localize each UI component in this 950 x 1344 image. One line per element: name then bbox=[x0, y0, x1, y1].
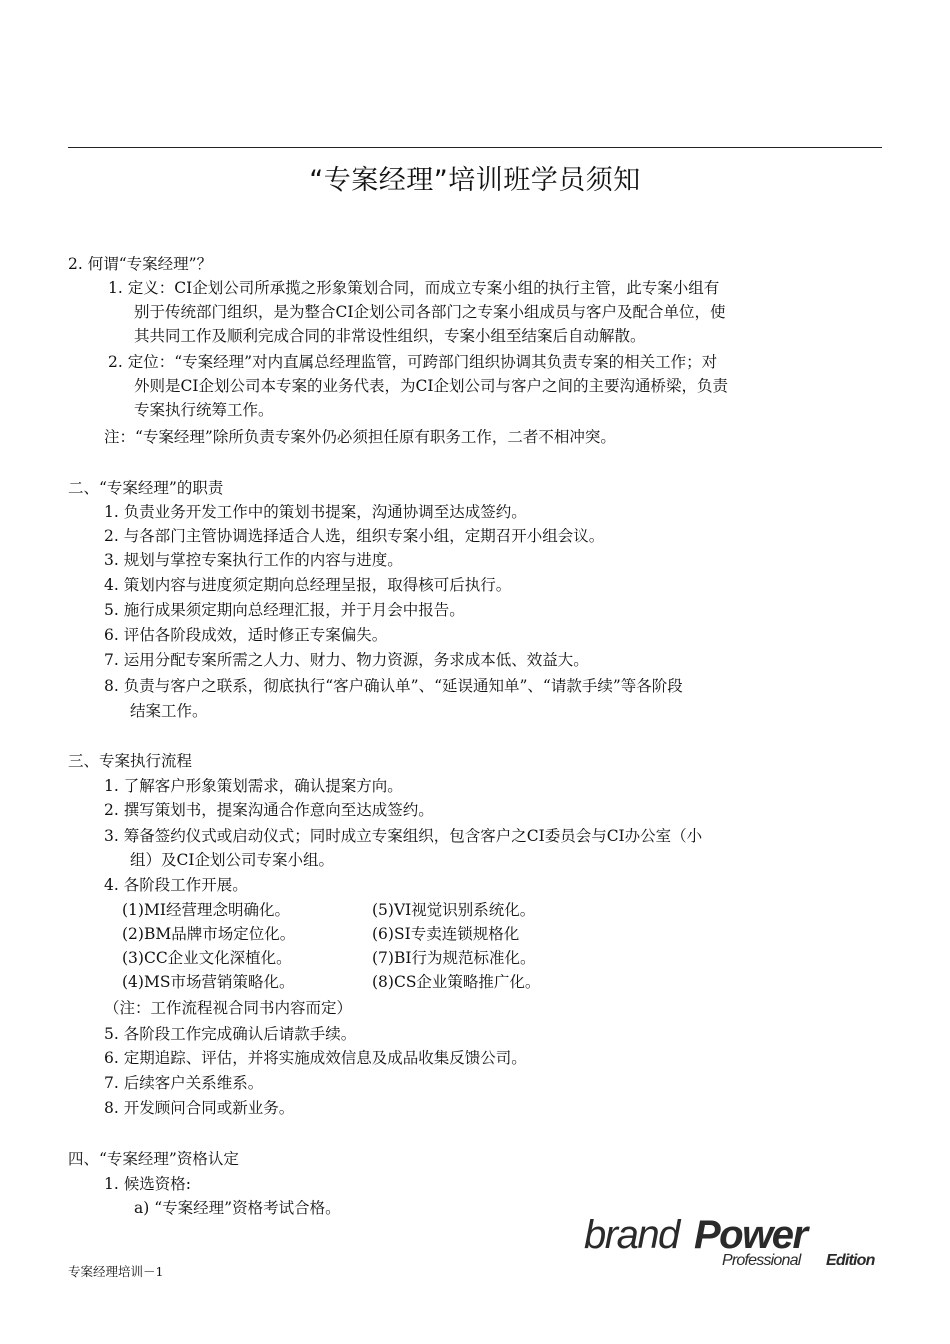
grid-cell: (3)CC企业文化深植化。 bbox=[122, 949, 292, 967]
section-heading: 四、“专案经理”资格认定 bbox=[68, 1150, 239, 1168]
note: 注：“专案经理”除所负责专案外仍必须担任原有职务工作，二者不相冲突。 bbox=[104, 428, 616, 446]
logo-brand-text: brand bbox=[584, 1213, 679, 1257]
list-item: 4. 各阶段工作开展。 bbox=[104, 876, 248, 894]
brandpower-logo bbox=[584, 1212, 884, 1272]
list-item: 2. 定位：“专案经理”对内直属总经理监管，可跨部门组织协调其负责专案的相关工作；对 bbox=[108, 353, 718, 371]
list-item: 5. 施行成果须定期向总经理汇报，并于月会中报告。 bbox=[104, 601, 465, 619]
list-item: 7. 运用分配专案所需之人力、财力、物力资源，务求成本低、效益大。 bbox=[104, 651, 589, 669]
list-item-continuation: 组）及CI企划公司专案小组。 bbox=[130, 851, 334, 869]
grid-cell: (8)CS企业策略推广化。 bbox=[372, 973, 541, 991]
grid-cell: (4)MS市场营销策略化。 bbox=[122, 973, 295, 991]
list-item: 3. 筹备签约仪式或启动仪式；同时成立专案组织，包含客户之CI委员会与CI办公室（小 bbox=[104, 827, 703, 845]
note: （注：工作流程视合同书内容而定） bbox=[104, 999, 353, 1017]
list-item: 7. 后续客户关系维系。 bbox=[104, 1074, 264, 1092]
section-heading: 二、“专案经理”的职责 bbox=[68, 479, 224, 497]
list-item: 1. 了解客户形象策划需求，确认提案方向。 bbox=[104, 777, 403, 795]
grid-cell: (7)BI行为规范标准化。 bbox=[372, 949, 536, 967]
logo-professional-text: Professional bbox=[722, 1252, 801, 1269]
list-item: 1. 负责业务开发工作中的策划书提案，沟通协调至达成签约。 bbox=[104, 503, 527, 521]
logo-power-text: Power bbox=[694, 1213, 807, 1257]
page-title: “专案经理”培训班学员须知 bbox=[309, 165, 641, 196]
grid-row bbox=[122, 946, 582, 970]
list-item: 3. 规划与掌控专案执行工作的内容与进度。 bbox=[104, 551, 403, 569]
logo-edition-text: Edition bbox=[826, 1252, 875, 1269]
grid-row bbox=[122, 922, 582, 946]
list-item: 1. 候选资格: bbox=[104, 1175, 191, 1193]
section-heading: 三、专案执行流程 bbox=[68, 752, 193, 770]
list-item: 2. 撰写策划书，提案沟通合作意向至达成签约。 bbox=[104, 801, 434, 819]
grid-cell: (6)SI专卖连锁规格化 bbox=[372, 925, 520, 943]
list-item-continuation: 别于传统部门组织，是为整合CI企划公司各部门之专案小组成员与客户及配合单位，使 bbox=[134, 303, 726, 321]
grid-cell: (1)MI经营理念明确化。 bbox=[122, 901, 290, 919]
list-item-continuation: 外则是CI企划公司本专案的业务代表，为CI企划公司与客户之间的主要沟通桥梁，负责 bbox=[134, 377, 728, 395]
list-item: 2. 与各部门主管协调选择适合人选，组织专案小组，定期召开小组会议。 bbox=[104, 527, 605, 545]
list-item: 4. 策划内容与进度须定期向总经理呈报，取得核可后执行。 bbox=[104, 576, 512, 594]
grid-row bbox=[122, 898, 582, 922]
list-item: 1. 定义：CI企划公司所承揽之形象策划合同，而成立专案小组的执行主管，此专案小组有 bbox=[108, 279, 720, 297]
list-item: 6. 定期追踪、评估，并将实施成效信息及成品收集反馈公司。 bbox=[104, 1049, 527, 1067]
list-item: 8. 开发顾问合同或新业务。 bbox=[104, 1099, 295, 1117]
list-item: 8. 负责与客户之联系，彻底执行“客户确认单”、“延误通知单”、“请款手续”等各阶段 bbox=[104, 677, 683, 695]
list-item: 5. 各阶段工作完成确认后请款手续。 bbox=[104, 1025, 357, 1043]
sub-list-item: a) “专案经理”资格考试合格。 bbox=[134, 1199, 341, 1217]
page-footer: 专案经理培训－1 bbox=[68, 1264, 164, 1279]
section-heading: 2. 何谓“专案经理”？ bbox=[68, 255, 213, 273]
stage-grid bbox=[122, 898, 582, 994]
grid-cell: (2)BM品牌市场定位化。 bbox=[122, 925, 296, 943]
list-item-continuation: 结案工作。 bbox=[130, 702, 208, 720]
list-item: 6. 评估各阶段成效，适时修正专案偏失。 bbox=[104, 626, 388, 644]
grid-row bbox=[122, 970, 582, 994]
list-item-continuation: 专案执行统筹工作。 bbox=[134, 401, 274, 419]
list-item-continuation: 其共同工作及顺利完成合同的非常设性组织，专案小组至结案后自动解散。 bbox=[134, 327, 646, 345]
header-rule bbox=[68, 147, 882, 148]
grid-cell: (5)VI视觉识别系统化。 bbox=[372, 901, 536, 919]
